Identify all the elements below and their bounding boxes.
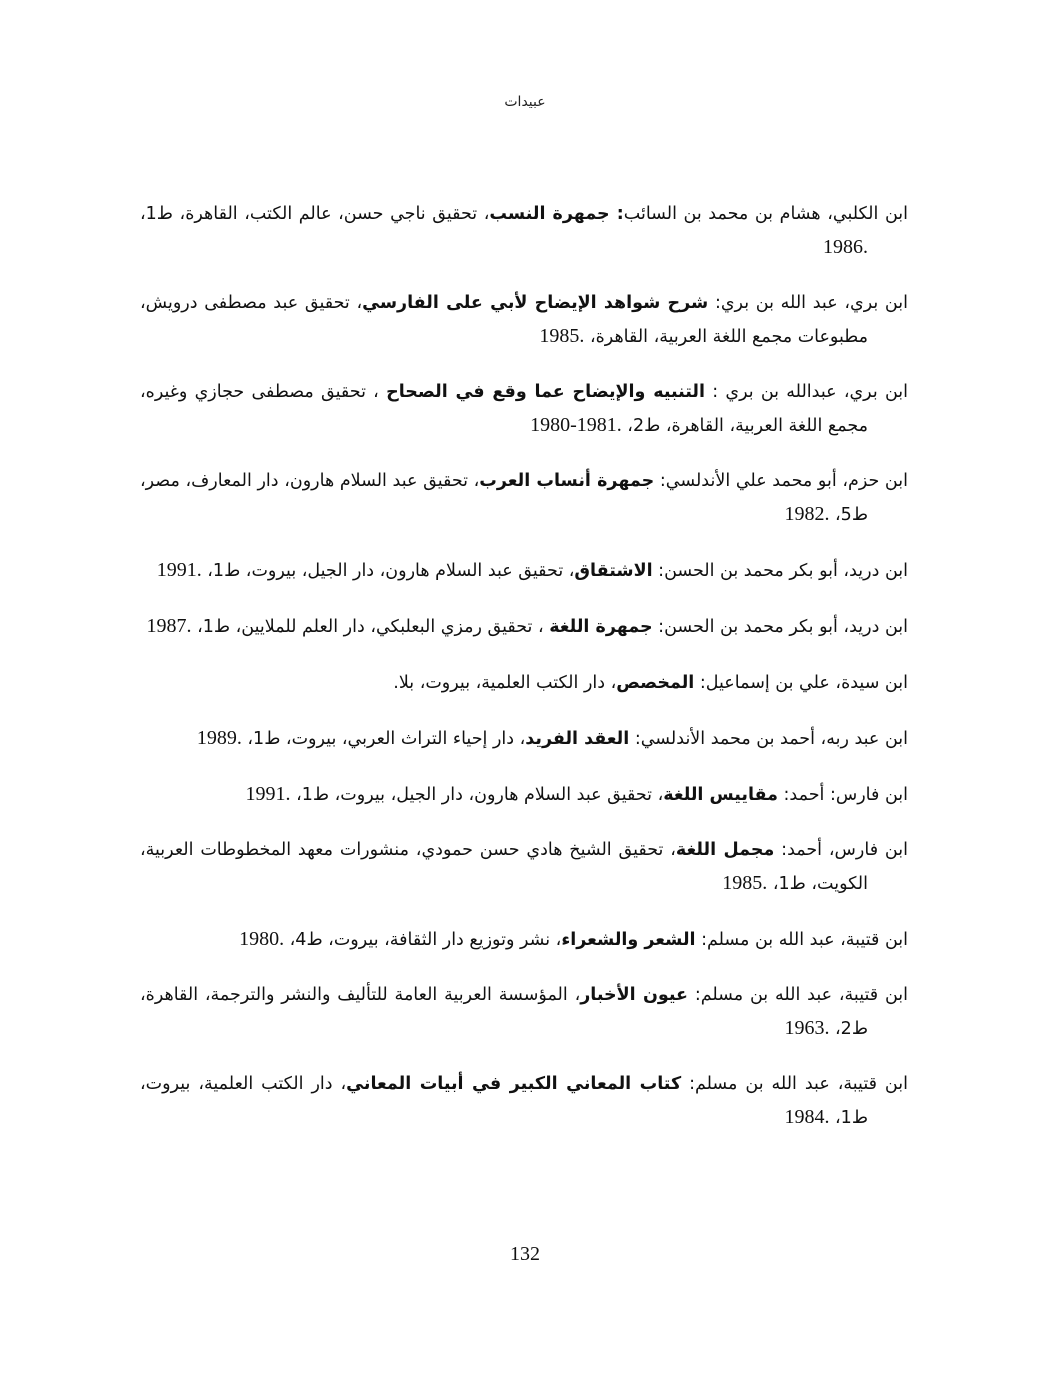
work-title: جمهرة اللغة [549, 617, 653, 637]
work-title: كتاب المعاني الكبير في أبيات المعاني [346, 1074, 682, 1094]
bibliography-entry: ابن فارس، أحمد: مجمل اللغة، تحقيق الشيخ هادي حسن حمودي، منشورات معهد المخطوطات العربية، الكويت، ط1، 1985. [140, 840, 908, 894]
running-header: عبيدات [504, 94, 546, 110]
work-title: العقد الفريد [525, 729, 630, 749]
work-title: جمهرة أنساب العرب [479, 471, 655, 491]
bibliography-entry: ابن سيدة، علي بن إسماعيل: المخصص، دار الكتب العلمية، بيروت، بلا. [393, 673, 908, 693]
bibliography-entry: ابن فارس: أحمد: مقاييس اللغة، تحقيق عبد السلام هارون، دار الجيل، بيروت، ط1، 1991. [245, 783, 908, 805]
bibliography-entry: ابن بري، عبدالله بن بري : التنبيه والإيضاح عما وقع في الصحاح ، تحقيق مصطفى حجازي وغيره، مجمع اللغة العربية، القاهرة، ط2، 1980-1981. [140, 382, 908, 436]
bibliography-entry: ابن قتيبة، عبد الله بن مسلم: الشعر والشعراء، نشر وتوزيع دار الثقافة، بيروت، ط4، 1980. [239, 928, 908, 950]
bibliography-entry: ابن دريد، أبو بكر محمد بن الحسن: جمهرة اللغة ، تحقيق رمزي البعلبكي، دار العلم للملايين، ط1، 1987. [146, 615, 908, 637]
work-title: الشعر والشعراء [561, 930, 696, 950]
bibliography-entry: ابن قتيبة، عبد الله بن مسلم: كتاب المعاني الكبير في أبيات المعاني، دار الكتب العلمية، بيروت، ط1، 1984. [140, 1074, 908, 1128]
bibliography-entry: ابن دريد، أبو بكر محمد بن الحسن: الاشتقاق، تحقيق عبد السلام هارون، دار الجيل، بيروت، ط1، 1991. [156, 559, 908, 581]
work-title: التنبيه والإيضاح عما وقع في الصحاح [386, 382, 705, 402]
work-title: الاشتقاق [574, 561, 653, 581]
bibliography-entry: ابن الكلبي، هشام بن محمد بن السائب: جمهرة النسب، تحقيق ناجي حسن، عالم الكتب، القاهرة، ط1، 1986. [140, 204, 909, 258]
work-title: مجمل اللغة [675, 840, 775, 860]
page-number: 132 [510, 1243, 540, 1265]
bibliography-entry: ابن حزم، أبو محمد علي الأندلسي: جمهرة أنساب العرب، تحقيق عبد السلام هارون، دار المعارف، مصر، ط5، 1982. [140, 471, 908, 525]
work-title: : جمهرة النسب [489, 204, 624, 224]
work-title: مقاييس اللغة [663, 785, 778, 805]
work-title: شرح شواهد الإيضاح لأبي على الفارسي [362, 293, 709, 313]
work-title: عيون الأخبار [580, 985, 689, 1005]
bibliography-entry: ابن بري، عبد الله بن بري: شرح شواهد الإيضاح لأبي على الفارسي، تحقيق عبد مصطفى درويش، مطبوعات مجمع اللغة العربية، القاهرة، 1985. [140, 293, 908, 347]
bibliography-entry: ابن قتيبة، عبد الله بن مسلم: عيون الأخبار، المؤسسة العربية العامة للتأليف والنشر والترجمة، القاهرة، ط2، 1963. [140, 985, 909, 1039]
bibliography-entry: ابن عبد ربه، أحمد بن محمد الأندلسي: العقد الفريد، دار إحياء التراث العربي، بيروت، ط1، 1989. [196, 727, 908, 749]
work-title: المخصص [616, 673, 695, 693]
bibliography-list [140, 198, 908, 1157]
